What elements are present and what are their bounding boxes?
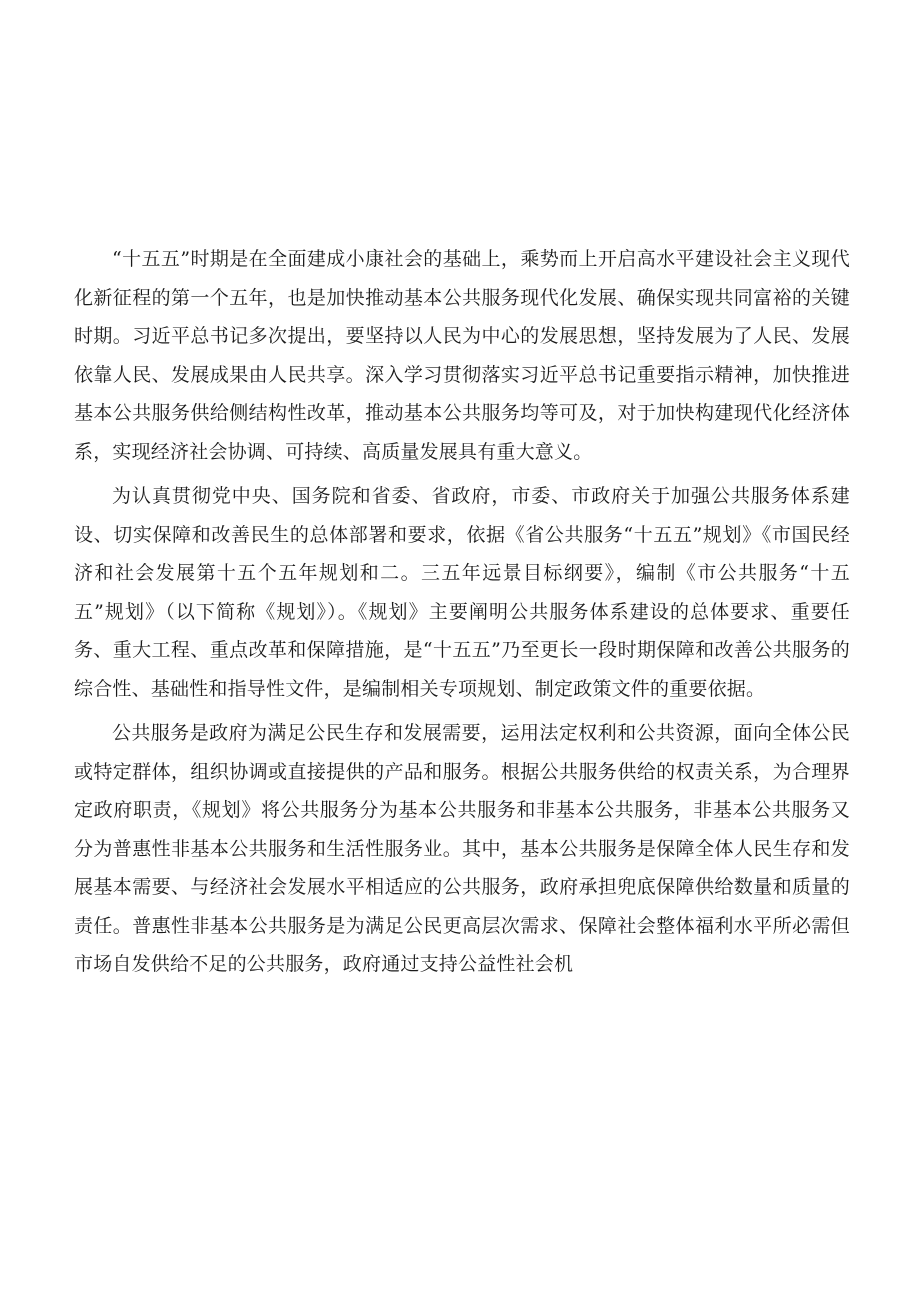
paragraph: “十五五”时期是在全面建成小康社会的基础上，乘势而上开启高水平建设社会主义现代化新征程的第一个五年，也是加快推动基本公共服务现代化发展、确保实现共同富裕的关键时期。习近平总书记多次提出，要坚持以人民为中心的发展思想，坚持发展为了人民、发展依靠人民、发展成果由人民共享。深入学习贯彻落实习近平总书记重要指示精神，加快推进基本公共服务供给侧结构性改革，推动基本公共服务均等可及，对于加快构建现代化经济体系，实现经济社会协调、可持续、高质量发展具有重大意义。 <box>74 248 850 463</box>
document-body <box>74 240 850 990</box>
paragraph: 为认真贯彻党中央、国务院和省委、省政府，市委、市政府关于加强公共服务体系建设、切实保障和改善民生的总体部署和要求，依据《省公共服务“十五五”规划》《市国民经济和社会发展第十五个五年规划和二。三五年远景目标纲要》，编制《市公共服务“十五五”规划》（以下简称《规划》）。《规划》主要阐明公共服务体系建设的总体要求、重要任务、重大工程、重点改革和保障措施，是“十五五”乃至更长一段时期保障和改善公共服务的综合性、基础性和指导性文件，是编制相关专项规划、制定政策文件的重要依据。 <box>74 485 850 700</box>
paragraph: 公共服务是政府为满足公民生存和发展需要，运用法定权利和公共资源，面向全体公民或特定群体，组织协调或直接提供的产品和服务。根据公共服务供给的权责关系，为合理界定政府职责，《规划》将公共服务分为基本公共服务和非基本公共服务，非基本公共服务又分为普惠性非基本公共服务和生活性服务业。其中，基本公共服务是保障全体人民生存和发展基本需要、与经济社会发展水平相适应的公共服务，政府承担兜底保障供给数量和质量的责任。普惠性非基本公共服务是为满足公民更高层次需求、保障社会整体福利水平所必需但市场自发供给不足的公共服务，政府通过支持公益性社会机 <box>74 722 850 975</box>
